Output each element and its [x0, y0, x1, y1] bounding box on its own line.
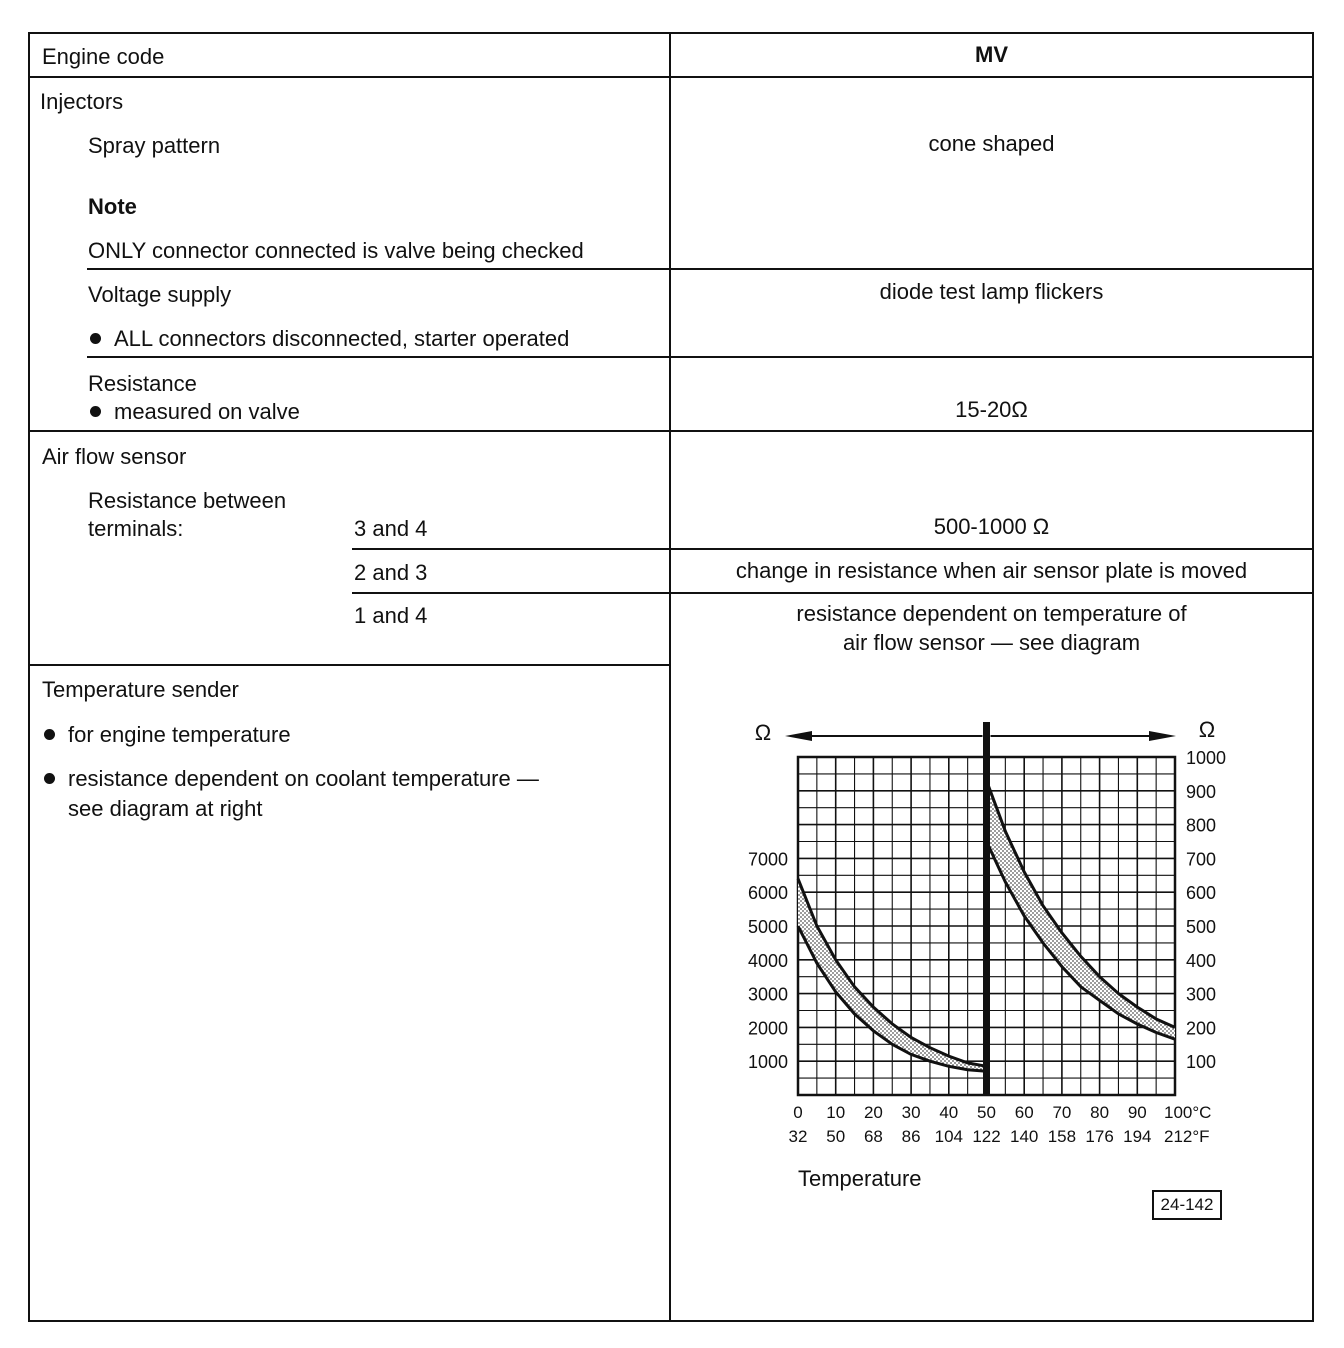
- left-y-tick-label: 5000: [747, 917, 788, 937]
- x-tick-label-celsius: 20: [863, 1103, 883, 1122]
- temp-bullet-2-line1: resistance dependent on coolant temperature —: [68, 766, 539, 791]
- chart-x-axis-label: Temperature: [798, 1166, 922, 1191]
- terminals-1-4-value-line1: resistance dependent on temperature of: [796, 601, 1187, 626]
- temp-bullet-1: for engine temperature: [68, 722, 291, 747]
- arrow-right-icon: [1149, 731, 1176, 741]
- right-y-tick-label: 300: [1186, 984, 1217, 1005]
- resistance-between-label: Resistance between: [88, 488, 287, 513]
- air-flow-sensor-title: Air flow sensor: [42, 444, 187, 469]
- x-tick-label-fahrenheit: 104: [934, 1127, 963, 1146]
- left-y-tick-label: 6000: [747, 883, 788, 904]
- x-tick-label-celsius: 0: [793, 1103, 803, 1122]
- x-tick-label-fahrenheit: 32: [788, 1127, 808, 1146]
- x-tick-label-fahrenheit: 50: [826, 1127, 846, 1146]
- left-y-tick-label: 7000: [747, 849, 788, 870]
- x-tick-label-celsius: 60: [1014, 1103, 1034, 1122]
- right-axis-symbol: Ω: [1198, 717, 1216, 742]
- terminals-1-4-value-line2: air flow sensor — see diagram: [842, 630, 1141, 655]
- resistance-value: 15-20Ω: [955, 397, 1028, 422]
- x-tick-label-fahrenheit: 122: [972, 1127, 1001, 1146]
- spray-pattern-value: cone shaped: [928, 131, 1055, 156]
- right-y-tick-label: 600: [1186, 883, 1217, 904]
- x-tick-label-celsius: 70: [1052, 1103, 1072, 1122]
- right-y-tick-label: 900: [1186, 781, 1217, 802]
- left-y-tick-label: 3000: [747, 984, 788, 1005]
- engine-code-value: MV: [975, 42, 1008, 67]
- right-y-tick-label: 500: [1186, 917, 1217, 937]
- terminals-label: terminals:: [88, 516, 184, 541]
- left-axis-symbol: Ω: [754, 720, 772, 745]
- terminals-3-4-value: 500-1000 Ω: [933, 514, 1050, 539]
- left-y-tick-label: 4000: [747, 950, 788, 971]
- x-tick-label-celsius: 80: [1090, 1103, 1110, 1122]
- engine-code-label: Engine code: [42, 44, 165, 69]
- resistance-label: Resistance: [88, 371, 197, 396]
- injectors-title: Injectors: [40, 89, 124, 114]
- x-tick-label-fahrenheit: 176: [1085, 1127, 1114, 1146]
- terminals-2-3: 2 and 3: [354, 560, 428, 585]
- left-y-tick-label: 1000: [747, 1052, 788, 1073]
- right-y-tick-label: 1000: [1186, 748, 1227, 768]
- arrow-left-icon: [785, 731, 812, 741]
- right-y-tick-label: 800: [1186, 815, 1217, 836]
- x-tick-label-fahrenheit: 68: [863, 1127, 883, 1146]
- figure-code-box: [1152, 1190, 1222, 1220]
- note-label: Note: [88, 194, 137, 219]
- x-tick-label-celsius: 10: [826, 1103, 846, 1122]
- x-tick-label-fahrenheit: 194: [1123, 1127, 1152, 1146]
- x-tick-label-celsius: 30: [901, 1103, 921, 1122]
- x-tick-label-celsius: 40: [939, 1103, 959, 1122]
- right-y-tick-label: 200: [1186, 1018, 1217, 1039]
- voltage-condition: ALL connectors disconnected, starter operated: [114, 326, 570, 351]
- voltage-supply-value: diode test lamp flickers: [879, 279, 1104, 304]
- x-tick-label-celsius: 50: [977, 1103, 996, 1122]
- x-tick-label-fahrenheit: 140: [1010, 1127, 1039, 1146]
- x-tick-label-celsius: 90: [1127, 1103, 1147, 1122]
- figure-code: 24-142: [1160, 1195, 1214, 1214]
- x-tick-label-fahrenheit: 86: [901, 1127, 921, 1146]
- temperature-sender-title: Temperature sender: [42, 677, 239, 702]
- right-y-tick-label: 400: [1186, 950, 1217, 971]
- terminals-1-4: 1 and 4: [354, 603, 428, 628]
- right-y-tick-label: 100: [1186, 1052, 1217, 1073]
- note-text: ONLY connector connected is valve being checked: [88, 238, 584, 263]
- voltage-supply-label: Voltage supply: [88, 282, 232, 307]
- x-tick-label-fahrenheit: 212°F: [1164, 1127, 1210, 1146]
- x-tick-label-fahrenheit: 158: [1047, 1127, 1077, 1146]
- chart-axes: [785, 722, 1176, 1095]
- x-tick-label-celsius: 100°C: [1164, 1103, 1212, 1122]
- terminals-3-4: 3 and 4: [354, 516, 428, 541]
- resistance-condition: measured on valve: [114, 399, 300, 424]
- temp-bullet-2-line2: see diagram at right: [68, 796, 263, 821]
- terminals-2-3-value: change in resistance when air sensor plate is moved: [735, 558, 1248, 583]
- left-y-tick-label: 2000: [747, 1018, 788, 1039]
- right-y-tick-label: 700: [1186, 849, 1217, 870]
- spray-pattern-label: Spray pattern: [88, 133, 221, 158]
